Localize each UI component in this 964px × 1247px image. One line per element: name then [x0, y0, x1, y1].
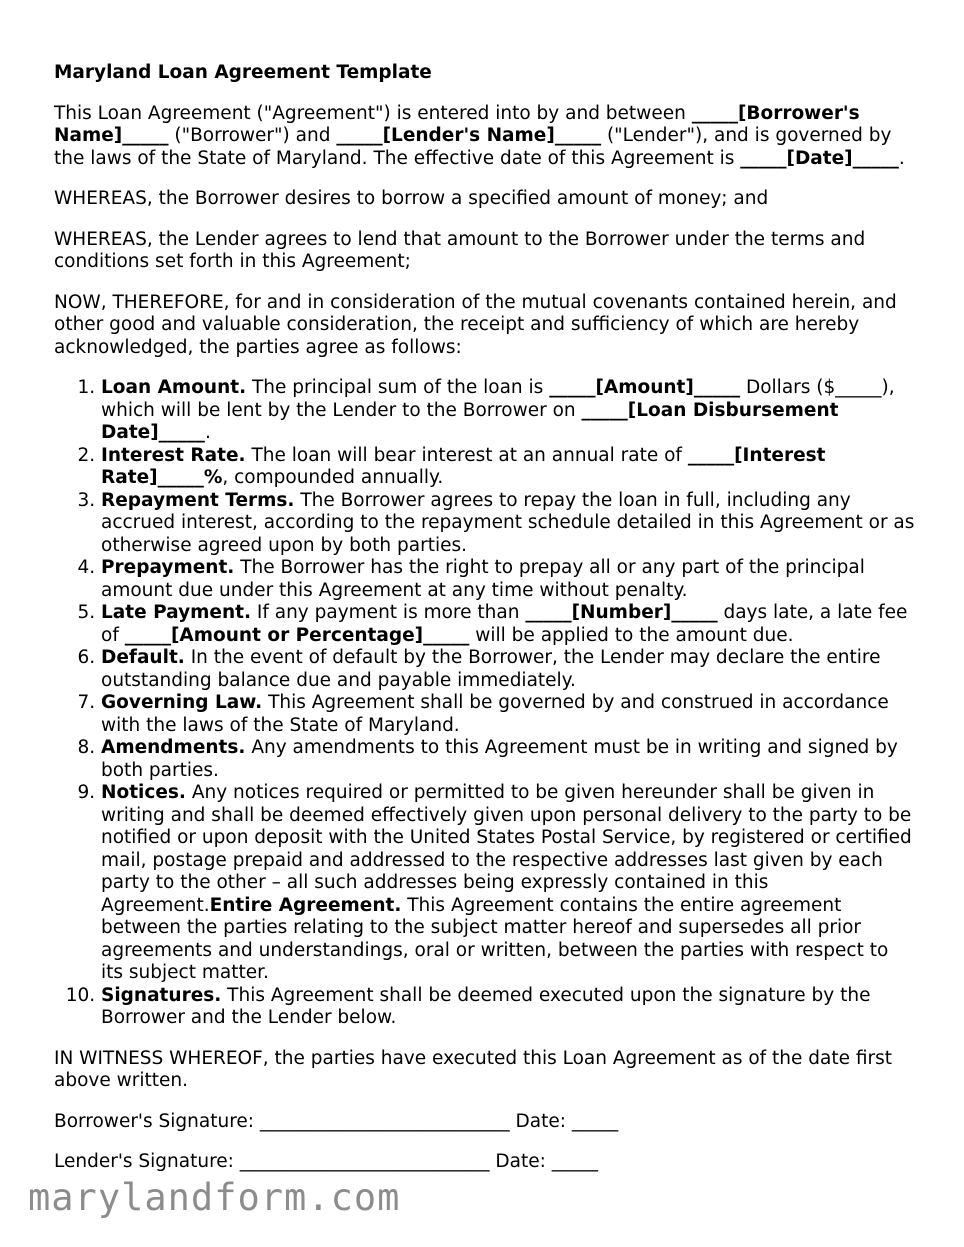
item-text: Dollars ($_____), which will be lent by the Lender to the Borrower on	[101, 377, 895, 421]
item-text: days late, a late fee of	[101, 602, 908, 646]
list-item	[101, 692, 916, 737]
item-title: Governing Law.	[101, 692, 263, 713]
intro-text: ("Borrower") and	[168, 125, 337, 146]
item-title: Entire Agreement.	[209, 894, 402, 916]
terms-list	[54, 377, 916, 1030]
list-item	[101, 647, 916, 692]
item-text: This Agreement shall be deemed executed upon the signature by the Borrower and the Lender below.	[101, 984, 871, 1028]
amount-placeholder: _____[Amount]_____	[549, 377, 741, 398]
item-text: The Borrower agrees to repay the loan in full, including any accrued interest, according to the repayment schedule detailed in this Agreement or as otherwise agreed upon by both parties.	[101, 489, 915, 556]
list-item	[101, 782, 916, 985]
item-title: Late Payment.	[101, 602, 252, 623]
item-title: Notices.	[101, 782, 186, 803]
list-item	[101, 445, 916, 490]
intro-text: This Loan Agreement ("Agreement") is entered into by and between	[54, 102, 692, 124]
item-title: Signatures.	[101, 984, 222, 1006]
list-item	[101, 985, 916, 1030]
item-text: Any notices required or permitted to be given hereunder shall be given in writing and shall be deemed effectively given upon personal delivery to the party to be notified or upon deposit with the United States Postal Service, by registered or certified mail, postage prepaid and addressed to the respective addresses last given by each party to the other – all such addresses being expressly contained in this Agreement.	[101, 782, 912, 916]
list-item	[101, 490, 916, 558]
item-text: Any amendments to this Agreement must be in writing and signed by both parties.	[101, 737, 898, 781]
watermark: marylandform.com	[28, 1176, 401, 1219]
item-text: , compounded annually.	[222, 467, 444, 488]
date-placeholder: _____[Date]_____	[740, 147, 899, 169]
list-item	[101, 557, 916, 602]
item-text: This Agreement contains the entire agreement between the parties relating to the subject matter hereof and supersedes all prior agreements and understandings, oral or written, between the parties with respect to its subject matter.	[101, 894, 889, 983]
whereas-1: WHEREAS, the Borrower desires to borrow a specified amount of money; and	[54, 188, 769, 209]
borrower-signature-line: Borrower's Signature: ___________________________ Date: _____	[54, 1110, 619, 1132]
item-text: The loan will bear interest at an annual rate of	[245, 444, 688, 466]
item-text: The Borrower has the right to prepay all or any part of the principal amount due under this Agreement at any time without penalty.	[101, 557, 865, 601]
item-title: Default.	[101, 647, 185, 668]
list-item	[101, 377, 916, 445]
whereas-2: WHEREAS, the Lender agrees to lend that amount to the Borrower under the terms and conditions set forth in this Agreement;	[54, 228, 866, 272]
borrower-name-placeholder: _____[Borrower's Name]_____	[54, 102, 860, 146]
item-title: Loan Amount.	[101, 377, 247, 398]
lender-signature-line: Lender's Signature: ___________________________ Date: _____	[54, 1151, 598, 1172]
list-item	[101, 737, 916, 782]
item-text: This Agreement shall be governed by and construed in accordance with the laws of the State of Maryland.	[101, 692, 889, 736]
intro-text: .	[898, 147, 905, 169]
list-item	[101, 602, 916, 647]
fee-placeholder: _____[Amount or Percentage]_____	[124, 624, 470, 646]
document-title: Maryland Loan Agreement Template	[54, 62, 432, 83]
item-text: .	[204, 422, 211, 443]
item-text: will be applied to the amount due.	[469, 624, 794, 646]
now-therefore: NOW, THEREFORE, for and in consideration of the mutual covenants contained herein, and other good and valuable consideration, the receipt and sufficiency of which are hereby acknowledged, the parties agree as follows:	[54, 291, 897, 358]
item-title: Prepayment.	[101, 557, 235, 578]
disbursement-date-placeholder: _____[Loan Disbursement Date]_____	[101, 399, 839, 443]
item-text: If any payment is more than	[251, 602, 526, 623]
lender-name-placeholder: _____[Lender's Name]_____	[336, 125, 602, 146]
witness-paragraph: IN WITNESS WHEREOF, the parties have executed this Loan Agreement as of the date first above written.	[54, 1047, 893, 1091]
interest-rate-placeholder: _____[Interest Rate]_____%	[101, 444, 826, 488]
intro-text: ("Lender"), and is governed by the laws of the State of Maryland. The effective date of this Agreement is	[54, 125, 892, 169]
item-text: The principal sum of the loan is	[246, 377, 550, 398]
item-title: Interest Rate.	[101, 444, 246, 466]
item-text: In the event of default by the Borrower, the Lender may declare the entire outstanding balance due and payable immediately.	[101, 647, 881, 691]
document-page	[54, 62, 916, 1192]
item-title: Repayment Terms.	[101, 489, 295, 511]
intro-paragraph	[54, 103, 916, 171]
number-placeholder: _____[Number]_____	[525, 602, 718, 623]
item-title: Amendments.	[101, 737, 246, 758]
